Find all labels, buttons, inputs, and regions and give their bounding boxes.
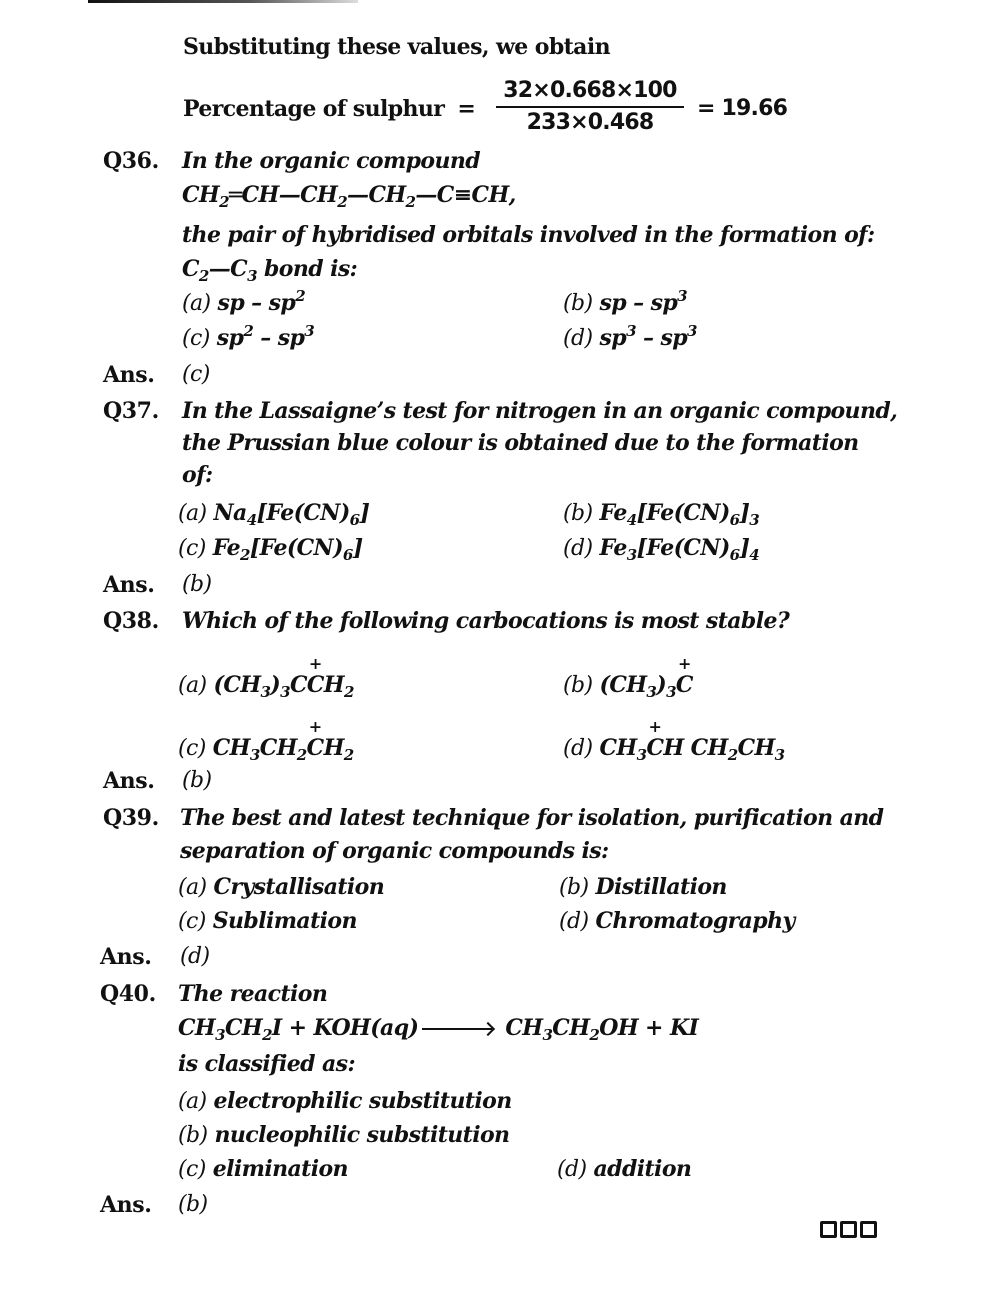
fraction-numerator: 32×0.668×100 <box>503 78 677 103</box>
fraction-denominator: 233×0.468 <box>526 110 654 135</box>
q36-line3: the pair of hybridised orbitals involved in the formation of: <box>182 222 875 248</box>
sulphur-result: = 19.66 <box>697 96 788 121</box>
q36-line1: In the organic compound <box>182 148 481 174</box>
q38-option-c: (c) $CH_3CH_2+ CH_2$ <box>178 735 354 761</box>
q40-option-d: (d) addition <box>557 1156 692 1182</box>
q37-number: Q37. <box>103 398 159 424</box>
q38-line1: Which of the following carbocations is most stable? <box>182 608 790 634</box>
square-icon <box>860 1221 877 1238</box>
q38-option-d: (d) $CH_3+$ CH $CH_2CH_3$ <box>563 735 785 761</box>
carbocation-plus-icon: + C <box>307 672 324 698</box>
q37-line3: of: <box>182 462 213 488</box>
carbocation-plus-icon: + C <box>307 735 324 761</box>
formula-label-text: Percentage of sulphur <box>183 96 445 122</box>
end-of-section-squares-icon <box>820 1221 877 1238</box>
q36-number: Q36. <box>103 148 159 174</box>
q40-number: Q40. <box>100 981 156 1007</box>
q39-answer: (d) <box>180 944 210 969</box>
q36-option-d: (d) $sp^3 - sp^3$ <box>563 322 697 351</box>
q37-ans-label: Ans. <box>103 572 155 598</box>
q36-ans-label: Ans. <box>103 362 155 388</box>
q40-option-a: (a) electrophilic substitution <box>178 1088 512 1114</box>
substituting-text: Substituting these values, we obtain <box>183 34 610 60</box>
q36-answer: (c) <box>182 362 210 387</box>
q37-option-d: (d) $Fe_3[Fe(CN)_6]_4$ <box>563 535 760 564</box>
fraction-bar <box>496 106 684 108</box>
q36-compound: $CH_2═CH—CH_2—CH_2—C\equiv CH$, <box>182 182 516 211</box>
square-icon <box>820 1221 837 1238</box>
sulphur-fraction <box>496 78 684 135</box>
q38-option-b: (b) $(CH_3)_3+ C$ <box>563 672 693 698</box>
q39-line1: The best and latest technique for isolation, purification and <box>180 805 884 831</box>
q40-ans-label: Ans. <box>100 1192 152 1218</box>
top-rule-divider <box>88 0 358 3</box>
reaction-arrow-icon <box>422 1028 492 1030</box>
carbocation-plus-icon: + C <box>676 672 693 698</box>
q40-reaction: $CH_3CH_2I + KOH(aq) CH_3CH_2OH$ + KI <box>178 1015 699 1044</box>
q39-ans-label: Ans. <box>100 944 152 970</box>
q40-answer: (b) <box>178 1192 208 1217</box>
q38-answer: (b) <box>182 768 212 793</box>
q37-line1: In the Lassaigne’s test for nitrogen in an organic compound, <box>182 398 898 424</box>
q40-line1: The reaction <box>178 981 328 1007</box>
q38-number: Q38. <box>103 608 159 634</box>
q36-bond: $C_2—C_3$ bond is: <box>182 256 358 285</box>
q36-option-a: (a) sp – $sp^2$ <box>182 287 306 316</box>
equals-sign: = <box>457 96 476 122</box>
q40-option-b: (b) nucleophilic substitution <box>178 1122 510 1148</box>
carbocation-plus-icon: + C <box>646 735 663 761</box>
q37-line2: the Prussian blue colour is obtained due to the formation <box>182 430 859 456</box>
q38-ans-label: Ans. <box>103 768 155 794</box>
q37-option-c: (c) $Fe_2[Fe(CN)_6]$ <box>178 535 363 564</box>
q36-option-b: (b) sp – $sp^3$ <box>563 287 688 316</box>
q37-option-a: (a) $Na_4[Fe(CN)_6]$ <box>178 500 370 529</box>
q37-option-b: (b) $Fe_4[Fe(CN)_6]_3$ <box>563 500 760 529</box>
q39-option-d: (d) Chromatography <box>559 908 795 934</box>
q39-line2: separation of organic compounds is: <box>180 838 609 864</box>
q38-option-a: (a) $(CH_3)_3C+ CH_2$ <box>178 672 354 698</box>
q40-line3: is classified as: <box>178 1051 355 1077</box>
formula-label <box>183 96 475 122</box>
q37-answer: (b) <box>182 572 212 597</box>
q36-option-c: (c) $sp^2 - sp^3$ <box>182 322 315 351</box>
square-icon <box>840 1221 857 1238</box>
q40-option-c: (c) elimination <box>178 1156 348 1182</box>
q39-option-a: (a) Crystallisation <box>178 874 385 900</box>
q39-option-b: (b) Distillation <box>559 874 727 900</box>
q39-number: Q39. <box>103 805 159 831</box>
q39-option-c: (c) Sublimation <box>178 908 357 934</box>
